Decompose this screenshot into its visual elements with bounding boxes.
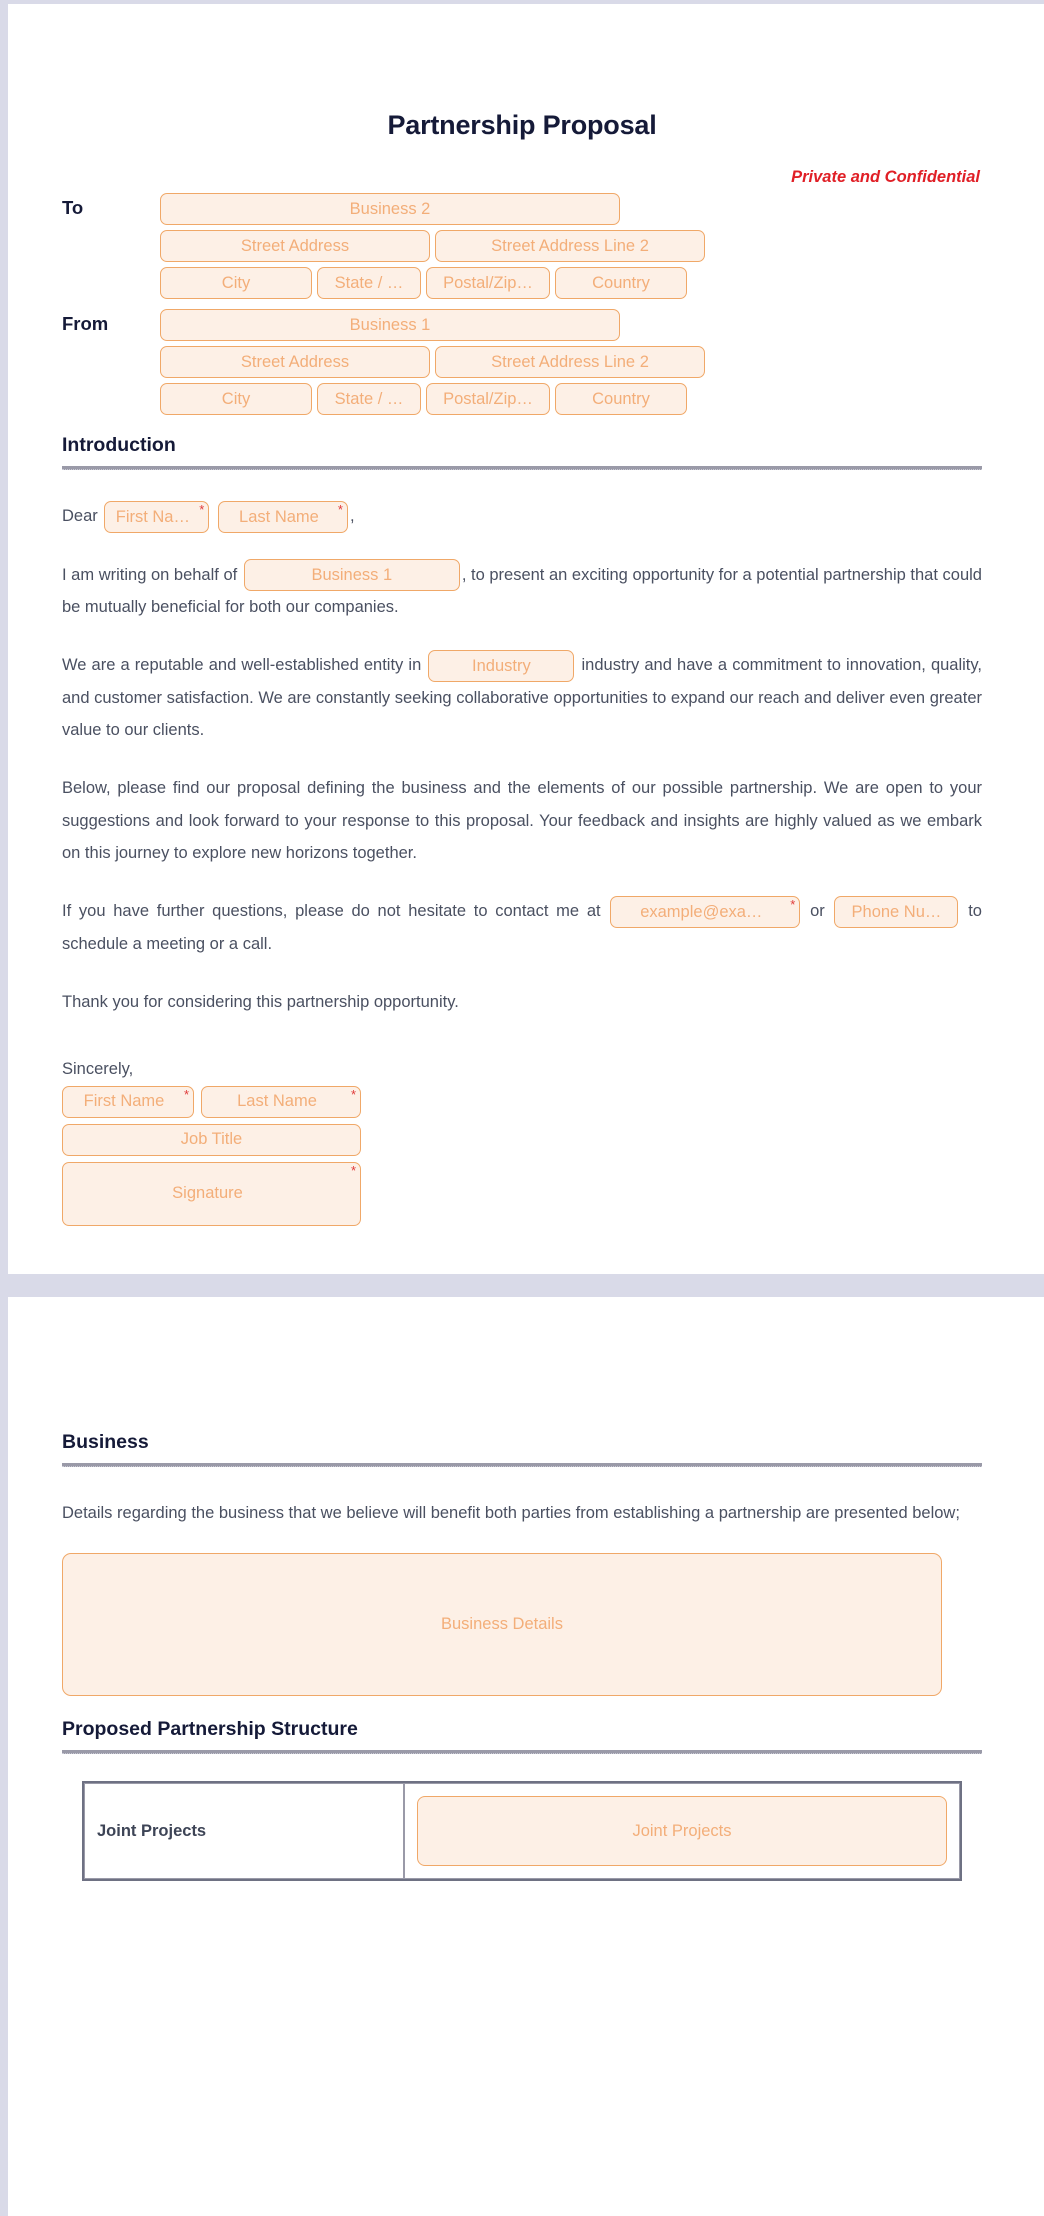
from-city-input[interactable]: City [160,383,312,415]
section-heading-partnership-structure: Proposed Partnership Structure [62,1718,358,1741]
address-row-from [62,309,982,420]
signature-pad-value: Signature [172,1184,243,1203]
salutation-line [62,500,982,533]
to-country-input[interactable]: Country [555,267,687,299]
signature-name-row [62,1086,982,1118]
section-divider [62,1750,982,1754]
table-row-field-cell [404,1783,960,1879]
business-details-textarea[interactable]: Business Details [62,1553,942,1696]
to-street-address-input[interactable]: Street Address [160,230,430,262]
salutation-first-name-value: First Na… [115,507,190,526]
to-state-input[interactable]: State / … [317,267,421,299]
contact-email-input[interactable] [610,896,800,928]
joint-projects-input[interactable]: Joint Projects [417,1796,947,1866]
from-postal-code-input[interactable]: Postal/Zip… [426,383,550,415]
page-title: Partnership Proposal [387,110,657,140]
partnership-structure-table [82,1781,962,1881]
to-fields [160,193,982,304]
to-city-input[interactable]: City [160,267,312,299]
partnership-structure-table-body [84,1783,960,1879]
section-divider [62,1463,982,1467]
signature-last-name-value: Last Name [237,1092,317,1111]
required-star-icon: * [790,896,796,912]
page-edge-top [0,0,1044,4]
from-country-input[interactable]: Country [555,383,687,415]
closing-label: Sincerely, [62,1059,134,1078]
paragraph-4-text-after: to schedule a meeting or a call. [62,901,982,953]
section-heading-introduction: Introduction [62,434,176,456]
to-business-input[interactable]: Business 2 [160,193,620,225]
paragraph-5: Thank you for considering this partnership opportunity. [62,992,459,1011]
to-street-address-line2-input[interactable]: Street Address Line 2 [435,230,705,262]
to-postal-code-input[interactable]: Postal/Zip… [426,267,550,299]
required-star-icon: * [350,1086,356,1102]
required-star-icon: * [183,1086,189,1102]
from-business-input[interactable]: Business 1 [160,309,620,341]
required-star-icon: * [337,501,343,517]
from-state-input[interactable]: State / … [317,383,421,415]
paragraph-1-text-after: , to present an exciting opportunity for a potential partnership that could be mutually beneficial for both our companies. [62,565,982,617]
page-edge-left [0,0,8,2216]
to-label: To [62,197,84,218]
salutation-label: Dear [62,507,98,525]
contact-email-value: example@exa… [640,902,763,921]
from-fields [160,309,982,420]
signature-pad[interactable] [62,1162,361,1226]
section-heading-business: Business [62,1430,149,1453]
address-block [62,193,982,420]
paragraph-4-text-mid: or [810,901,825,920]
paragraph-1 [62,559,982,624]
address-row-to [62,193,982,304]
paragraph-1-business-input[interactable]: Business 1 [244,559,460,591]
signature-first-name-input[interactable] [62,1086,194,1118]
section-divider [62,466,982,470]
paragraph-2-text-before: We are a reputable and well-established entity in [62,656,422,675]
from-street-address-input[interactable]: Street Address [160,346,430,378]
salutation-comma: , [349,507,355,525]
business-intro-paragraph: Details regarding the business that we believe will benefit both parties from establishing a partnership are presented below; [62,1503,960,1522]
signature-first-name-value: First Name [83,1092,165,1111]
page-break [0,1274,1044,1297]
paragraph-2 [62,649,982,746]
confidential-notice: Private and Confidential [791,168,980,186]
paragraph-4 [62,895,982,960]
salutation-first-name-input[interactable] [104,501,209,533]
paragraph-1-text-before: I am writing on behalf of [62,565,238,584]
required-star-icon: * [199,501,205,517]
table-row-label: Joint Projects [84,1783,404,1879]
signature-last-name-input[interactable] [201,1086,361,1118]
table-row [84,1783,960,1879]
signature-job-row [62,1124,982,1156]
signature-job-title-input[interactable]: Job Title [62,1124,361,1156]
paragraph-2-industry-input[interactable]: Industry [428,650,574,682]
from-label: From [62,313,109,334]
paragraph-3: Below, please find our proposal defining the business and the elements of our possible partnership. We are open to your suggestions and look forward to your response to this proposal. Your feedback and insights are highly valued as we embark on this journey to explore new horizons together. [62,779,982,862]
paragraph-4-text-before: If you have further questions, please do not hesitate to contact me at [62,901,601,920]
required-star-icon: * [350,1162,356,1178]
signature-pad-row [62,1162,982,1226]
contact-phone-input[interactable]: Phone Nu… [834,896,958,928]
salutation-last-name-value: Last Name [239,507,319,526]
from-street-address-line2-input[interactable]: Street Address Line 2 [435,346,705,378]
document-page-2 [0,1297,1044,1881]
paragraph-2-text-after: industry and have a commitment to innovation, quality, and customer satisfaction. We are constantly seeking collaborative opportunities to expand our reach and deliver even greater value to our clients. [62,656,982,740]
salutation-last-name-input[interactable] [218,501,348,533]
